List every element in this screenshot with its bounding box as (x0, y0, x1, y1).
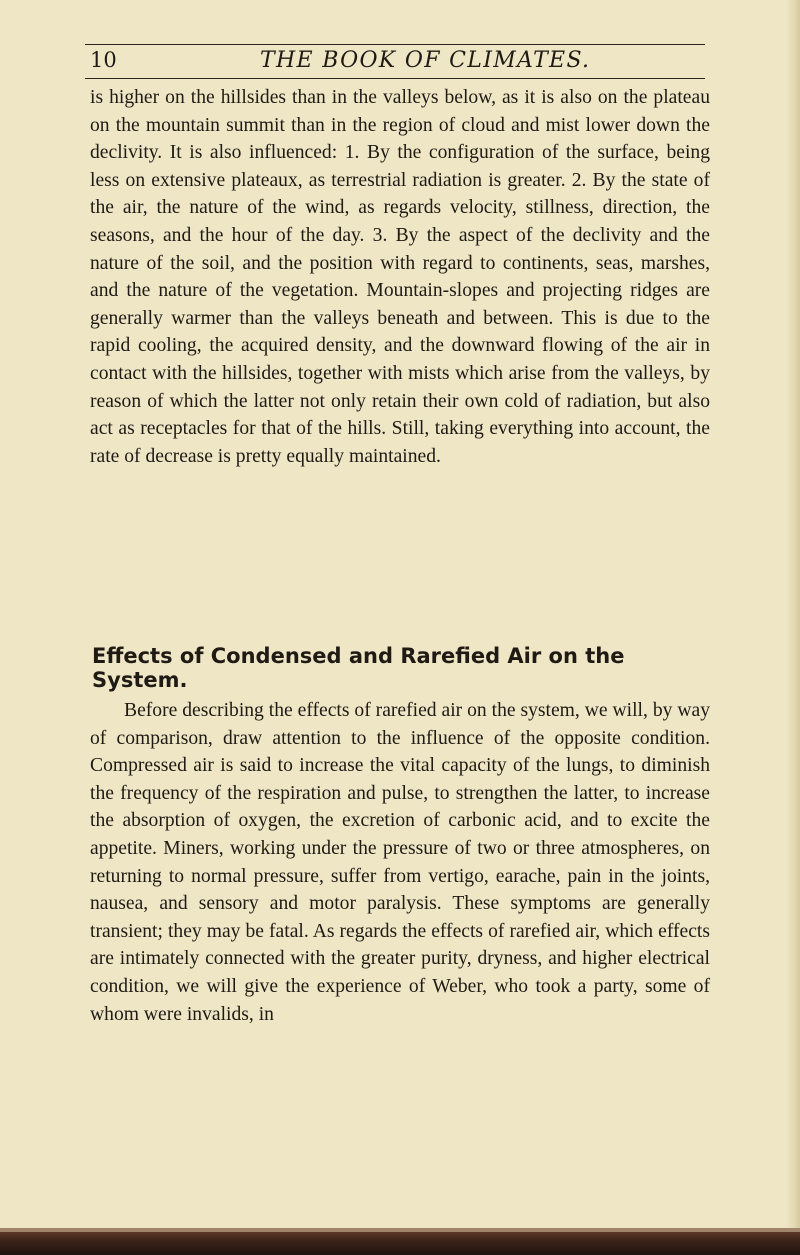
running-title: THE BOOK OF CLIMATES. (260, 48, 591, 73)
header-rule-top (85, 44, 705, 45)
page-header (90, 48, 704, 80)
body-paragraph-2: Before describing the effects of rarefied air on the system, we will, by way of comparison, draw attention to the influence of the opposite condition. Compressed air is said to increase the vital capacity of the lungs, to diminish the frequency of the respiration and pulse, to strengthen the latter, to increase the absorption of oxygen, the excretion of carbonic acid, and to excite the appetite. Miners, working under the pressure of two or three atmospheres, on returning to normal pressure, suffer from vertigo, earache, pain in the joints, nausea, and sensory and motor paralysis. These symptoms are generally transient; they may be fatal. As regards the effects of rarefied air, which effects are intimately connected with the greater purity, dryness, and higher electrical condition, we will give the experience of Weber, who took a party, some of whom were invalids, in (90, 700, 710, 1025)
page-edge (786, 0, 800, 1255)
section-heading: Effects of Condensed and Rarefied Air on the System. (92, 644, 625, 692)
page-bottom-edge (0, 1232, 800, 1255)
header-rule-bottom (85, 78, 705, 79)
page-number: 10 (90, 48, 117, 72)
body-paragraph-1: is higher on the hillsides than in the valleys below, as it is also on the plateau on the mountain summit than in the region of cloud and mist lower down the declivity. It is also influenced: 1. By the configuration of the surface, being less on extensive plateaux, as terrestrial radiation is greater. 2. By the state of the air, the nature of the wind, as regards velocity, stillness, direction, the seasons, and the hour of the day. 3. By the aspect of the declivity and the nature of the soil, and the position with regard to continents, seas, marshes, and the nature of the vegetation. Mountain-slopes and projecting ridges are generally warmer than the valleys beneath and between. This is due to the rapid cooling, the acquired density, and the downward flowing of the air in contact with the hillsides, together with mists which arise from the valleys, by reason of which the latter not only retain their own cold of radiation, but also act as receptacles for that of the hills. Still, taking everything into account, the rate of decrease is pretty equally maintained. (90, 87, 710, 467)
